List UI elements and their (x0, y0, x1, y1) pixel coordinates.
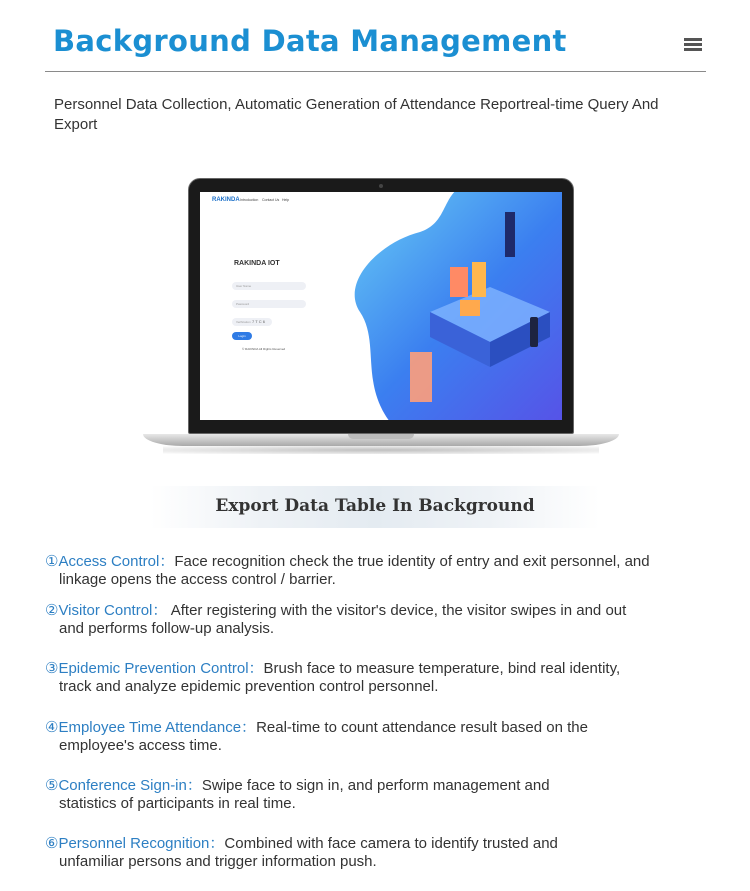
screen-footer: © RAKINDA All Rights Reserved (242, 347, 286, 351)
laptop-notch (348, 434, 414, 439)
feature-title: Conference Sign-in： (58, 777, 202, 794)
screen-nav-item[interactable]: Contact Us (262, 198, 280, 202)
page-header (45, 20, 706, 72)
feature-text-line2: linkage opens the access control / barrier. (59, 571, 336, 588)
feature-item (45, 835, 558, 871)
feature-text: After registering with the visitor's device, the visitor swipes in and out (167, 602, 627, 619)
feature-title: Epidemic Prevention Control： (58, 660, 264, 677)
feature-text: Real-time to count attendance result based on the (256, 719, 588, 736)
section-banner (150, 486, 600, 528)
screen-captcha-input[interactable]: Verification (232, 318, 272, 326)
feature-text: Brush face to measure temperature, bind real identity, (263, 660, 621, 677)
page-subtitle: Personnel Data Collection, Automatic Generation of Attendance Reportreal-time Query And Export (54, 96, 659, 133)
screen-app-name: RAKINDA IOT (234, 260, 280, 267)
screen-nav-item[interactable]: Introduction (240, 198, 259, 202)
feature-number: ① (45, 553, 59, 570)
illustration-blob (320, 192, 562, 420)
feature-title: Personnel Recognition： (58, 835, 225, 852)
camera-dot (379, 184, 383, 188)
laptop-lid (188, 178, 574, 434)
feature-title: Access Control： (58, 553, 175, 570)
screen-password-input[interactable]: Password (232, 300, 306, 308)
screen-nav (200, 192, 562, 206)
feature-number: ② (45, 602, 59, 619)
feature-number: ④ (45, 719, 59, 736)
feature-text: Face recognition check the true identity of entry and exit personnel, and (174, 553, 650, 570)
hamburger-menu-icon[interactable] (684, 38, 702, 52)
feature-item (45, 660, 620, 696)
feature-text-line2: track and analyze epidemic prevention control personnel. (59, 678, 439, 695)
feature-text: Swipe face to sign in, and perform management and (201, 777, 550, 794)
screen-username-input[interactable]: User Name (232, 282, 306, 290)
feature-number: ⑤ (45, 777, 59, 794)
page-title: Background Data Management (53, 24, 567, 58)
feature-text-line2: employee's access time. (59, 737, 222, 754)
screen-logo: RAKINDA (212, 197, 240, 203)
feature-text: Combined with face camera to identify trusted and (224, 835, 558, 852)
feature-title: Employee Time Attendance： (58, 719, 257, 736)
feature-text-line2: unfamiliar persons and trigger information push. (59, 853, 377, 870)
screen-captcha-code: 7 T C 6 (252, 319, 265, 324)
feature-title: Visitor Control： (58, 602, 168, 619)
feature-number: ⑥ (45, 835, 59, 852)
laptop-shadow (163, 446, 599, 454)
banner-title: Export Data Table In Background (215, 496, 535, 516)
feature-number: ③ (45, 660, 59, 677)
feature-item (45, 719, 588, 755)
laptop-image (143, 178, 619, 454)
screen-login-button[interactable]: Login (232, 332, 252, 340)
feature-text-line2: statistics of participants in real time. (59, 795, 296, 812)
feature-item (45, 553, 650, 589)
feature-item (45, 602, 626, 638)
screen-nav-item[interactable]: Help (282, 198, 290, 202)
feature-text-line2: and performs follow-up analysis. (59, 620, 275, 637)
feature-item (45, 777, 550, 813)
laptop-screen (200, 192, 562, 420)
